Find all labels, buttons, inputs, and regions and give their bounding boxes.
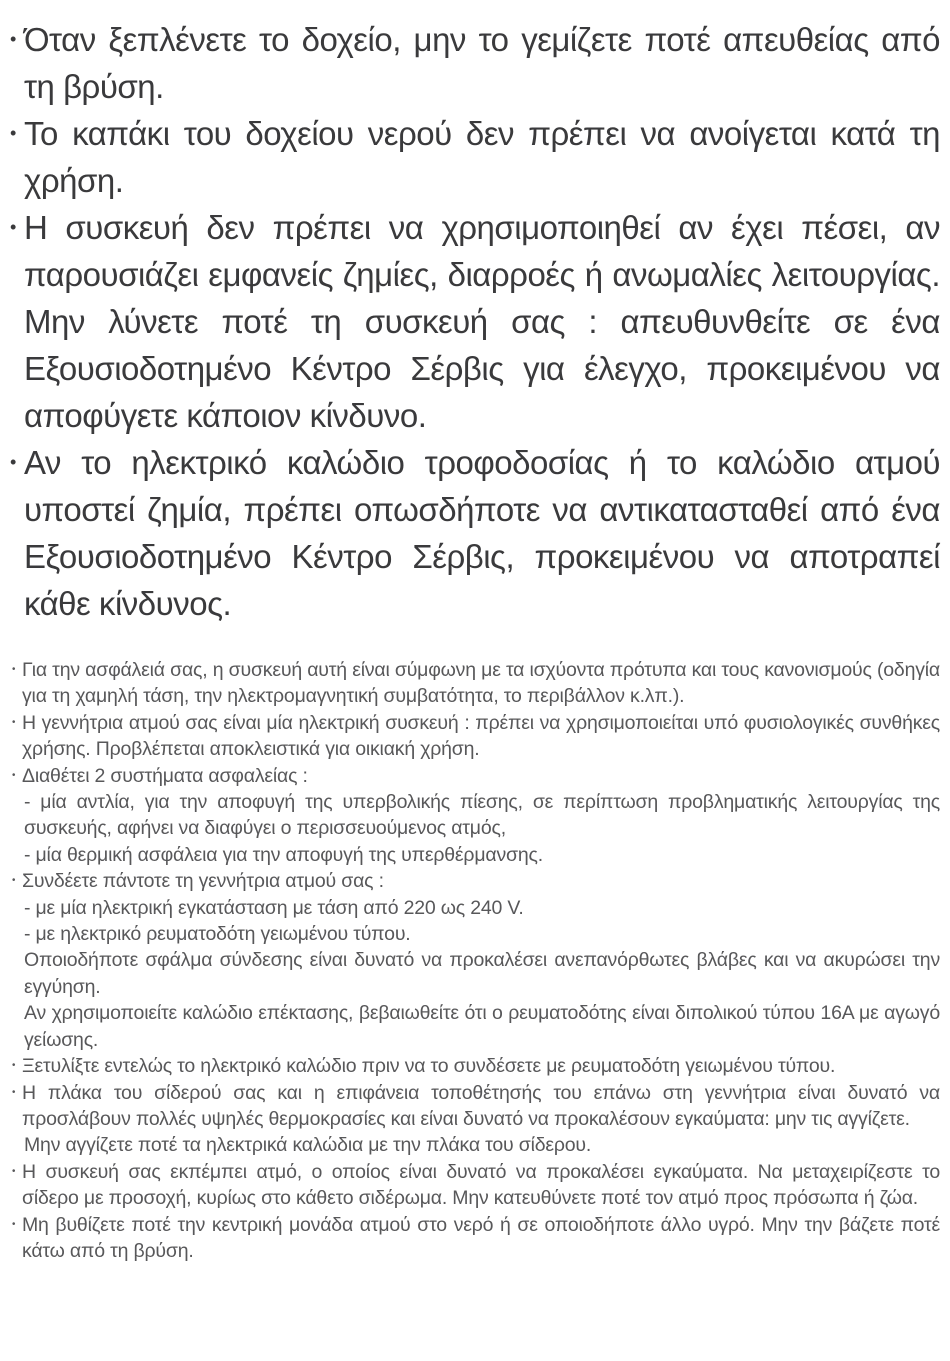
note-text: Μη βυθίζετε ποτέ την κεντρική μονάδα ατμού στο νερό ή σε οποιοδήποτε άλλο υγρό. Μην την βάζετε ποτέ κάτω από τη βρύση. bbox=[22, 1213, 940, 1262]
note-item bbox=[10, 1053, 940, 1079]
note-text: Για την ασφάλειά σας, η συσκευή αυτή είναι σύμφωνη με τα ισχύοντα πρότυπα και τους κανονισμούς (οδηγία για τη χαμηλή τάση, την ηλεκτρομαγνητική συμβατότητα, το περιβάλλον κ.λπ.). bbox=[22, 659, 940, 708]
note-subline: Μην αγγίζετε ποτέ τα ηλεκτρικά καλώδια με την πλάκα του σίδερου. bbox=[24, 1134, 592, 1157]
note-item bbox=[10, 763, 940, 869]
bullet-icon: • bbox=[12, 1218, 16, 1230]
note-text: Η γεννήτρια ατμού σας είναι μία ηλεκτρική συσκευή : πρέπει να χρησιμοποιείται υπό φυσιολογικές συνθήκες χρήσης. Προβλέπεται αποκλειστικά για οικιακή χρήση. bbox=[22, 711, 940, 761]
bullet-icon: • bbox=[12, 875, 16, 887]
warning-item bbox=[10, 16, 940, 110]
safety-notes-section bbox=[10, 657, 940, 1264]
note-subline: - με ηλεκτρικό ρευματοδότη γειωμένου τύπου. bbox=[24, 923, 411, 946]
note-item bbox=[10, 1080, 940, 1159]
note-item bbox=[10, 1159, 940, 1212]
note-subline: Αν χρησιμοποιείτε καλώδιο επέκτασης, βεβαιωθείτε ότι ο ρευματοδότης είναι διπολικού τύπου 16A με αγωγό γείωσης. bbox=[24, 1002, 940, 1051]
note-text: Συνδέετε πάντοτε τη γεννήτρια ατμού σας : bbox=[22, 870, 384, 893]
bullet-icon: • bbox=[12, 1086, 16, 1098]
warning-text: Το καπάκι του δοχείου νερού δεν πρέπει να ανοίγεται κατά τη χρήση. bbox=[24, 115, 940, 199]
note-subline: Οποιοδήποτε σφάλμα σύνδεσης είναι δυνατό να προκαλέσει ανεπανόρθωτες βλάβες και να ακυρώσει την εγγύηση. bbox=[24, 949, 940, 998]
note-item bbox=[10, 710, 940, 763]
bullet-icon: • bbox=[12, 1060, 16, 1072]
bullet-icon: • bbox=[12, 716, 16, 728]
bullet-icon: • bbox=[12, 769, 16, 781]
note-item bbox=[10, 1212, 940, 1265]
warning-text: Αν το ηλεκτρικό καλώδιο τροφοδοσίας ή το καλώδιο ατμού υποστεί ζημία, πρέπει οπωσδήποτε να αντικατασταθεί από ένα Εξουσιοδοτημένο Κέντρο Σέρβις, προκειμένου να αποτραπεί κάθε κίνδυνος. bbox=[24, 444, 940, 622]
warning-item bbox=[10, 110, 940, 204]
bullet-icon: • bbox=[10, 217, 16, 237]
note-text: Ξετυλίξτε εντελώς το ηλεκτρικό καλώδιο πριν να το συνδέσετε με ρευματοδότη γειωμένου τύπου. bbox=[22, 1055, 836, 1078]
bullet-icon: • bbox=[12, 1165, 16, 1177]
note-text: Διαθέτει 2 συστήματα ασφαλείας : bbox=[22, 764, 308, 787]
bullet-icon: • bbox=[10, 452, 16, 472]
warning-item bbox=[10, 204, 940, 439]
bullet-icon: • bbox=[10, 29, 16, 49]
warning-item bbox=[10, 439, 940, 627]
warning-text: Όταν ξεπλένετε το δοχείο, μην το γεμίζετε ποτέ απευθείας από τη βρύση. bbox=[24, 21, 940, 105]
bullet-icon: • bbox=[10, 123, 16, 143]
note-subline: - μία αντλία, για την αποφυγή της υπερβολικής πίεσης, σε περίπτωση προβληματικής λειτουργίας της συσκευής, αφήνει να διαφύγει ο περισσευούμενος ατμός, bbox=[24, 791, 940, 840]
warning-text: Η συσκευή δεν πρέπει να χρησιμοποιηθεί αν έχει πέσει, αν παρουσιάζει εμφανείς ζημίες, διαρροές ή ανωμαλίες λειτουργίας. Μην λύνετε ποτέ τη συσκευή σας : απευθυνθείτε σε ένα Εξουσιοδοτημένο Κέντρο Σέρβις για έλεγχο, προκειμένου να αποφύγετε κάποιον κίνδυνο. bbox=[24, 209, 940, 434]
note-subline: - με μία ηλεκτρική εγκατάσταση με τάση από 220 ως 240 V. bbox=[24, 896, 524, 919]
safety-warnings-section bbox=[10, 16, 940, 627]
note-text: Η πλάκα του σίδερού σας και η επιφάνεια τοποθέτησής του επάνω στη γεννήτρια είναι δυνατό να προσλάβουν πολλές υψηλές θερμοκρασίες και είναι δυνατό να προκαλέσουν εγκαύματα: μην τις αγγίζετε. bbox=[22, 1081, 940, 1130]
note-subline: - μία θερμική ασφάλεια για την αποφυγή της υπερθέρμανσης. bbox=[24, 843, 543, 866]
note-item bbox=[10, 868, 940, 1053]
bullet-icon: • bbox=[12, 664, 16, 675]
note-text: Η συσκευή σας εκπέμπει ατμό, ο οποίος είναι δυνατό να προκαλέσει εγκαύματα. Να μεταχειρίζεστε το σίδερο με προσοχή, κυρίως στο κάθετο σιδέρωμα. Μην κατευθύνετε ποτέ τον ατμό προς πρόσωπα ή ζώα. bbox=[22, 1160, 940, 1210]
note-item bbox=[10, 657, 940, 710]
